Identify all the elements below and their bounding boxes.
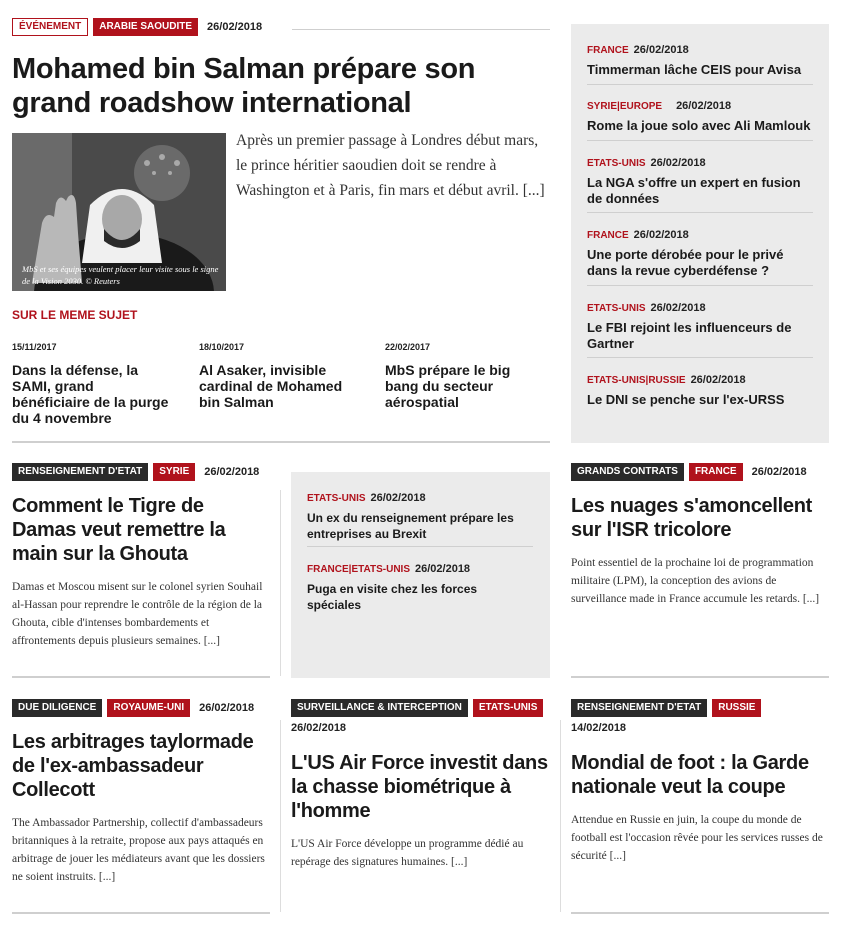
- sidebar-category[interactable]: ETATS-UNIS: [307, 493, 366, 504]
- article-excerpt: The Ambassador Partnership, collectif d'ambassadeurs britanniques à la retraite, propose aux pays attaqués en arbitrage de jouer les médiateurs avant que les dossiers ne soient instruits. [...]: [12, 817, 265, 883]
- country-tag[interactable]: ETATS-UNIS: [473, 699, 544, 717]
- sidebar-category[interactable]: ETATS-UNIS: [587, 375, 646, 386]
- sidebar-date: 26/02/2018: [650, 302, 706, 314]
- article-tags: [571, 699, 766, 717]
- article-headline[interactable]: Les nuages s'amoncellent sur l'ISR tricolore: [571, 495, 812, 541]
- related-item[interactable]: [12, 342, 172, 426]
- sidebar-category[interactable]: SYRIE: [587, 101, 618, 112]
- article-headline[interactable]: L'US Air Force investit dans la chasse biométrique à l'homme: [291, 752, 548, 822]
- sidebar-date: 26/02/2018: [650, 157, 706, 169]
- sidebar-date: 26/02/2018: [633, 229, 689, 241]
- related-item[interactable]: [385, 342, 545, 410]
- related-heading: SUR LE MEME SUJET: [12, 308, 138, 322]
- divider: [307, 546, 533, 547]
- category-tag[interactable]: SURVEILLANCE & INTERCEPTION: [291, 699, 468, 717]
- article-tags: [12, 699, 254, 717]
- column-divider: [280, 720, 281, 912]
- article-headline[interactable]: Mondial de foot : la Garde nationale veut la coupe: [571, 752, 809, 798]
- sidebar-date: 26/02/2018: [415, 563, 471, 575]
- category-tag[interactable]: ÉVÉNEMENT: [12, 18, 88, 36]
- country-tag[interactable]: ROYAUME-UNI: [107, 699, 190, 717]
- divider: [292, 29, 550, 30]
- column-divider: [280, 490, 281, 676]
- article-card: [291, 751, 553, 871]
- article-headline[interactable]: Comment le Tigre de Damas veut remettre la main sur la Ghouta: [12, 495, 226, 565]
- article-card: [12, 494, 270, 650]
- separator: |: [617, 101, 620, 112]
- article-date: 14/02/2018: [571, 722, 627, 734]
- article-card: [12, 730, 274, 886]
- sidebar-date: 26/02/2018: [633, 44, 689, 56]
- sidebar-item[interactable]: [587, 298, 813, 352]
- sidebar-item[interactable]: [587, 153, 813, 207]
- country-tag[interactable]: ARABIE SAOUDITE: [93, 18, 198, 36]
- sidebar-category[interactable]: ETATS-UNIS: [351, 564, 410, 575]
- article-excerpt: L'US Air Force développe un programme dédié au repérage des signatures humaines. [...]: [291, 838, 524, 868]
- photo-caption: MbS et ses équipes veulent placer leur visite sous le signe de la Vision 2030. © Reuters: [22, 264, 219, 286]
- article-excerpt: Damas et Moscou misent sur le colonel syrien Souhail al-Hassan pour reprendre le contrôle de la région de la Ghouta, cible d'intenses bombardements et affrontements depuis plusieurs semaines. [...]: [12, 581, 263, 647]
- sidebar-item[interactable]: [587, 370, 813, 408]
- lead-headline[interactable]: Mohamed bin Salman prépare son grand roadshow international: [12, 53, 476, 119]
- article-excerpt: Point essentiel de la prochaine loi de programmation militaire (LPM), la conception des avions de surveillance made in France accumule les retards. [...]: [571, 557, 820, 605]
- article-date: 26/02/2018: [751, 466, 807, 478]
- related-title[interactable]: MbS prépare le big bang du secteur aérospatial: [385, 362, 511, 410]
- sidebar-category[interactable]: ETATS-UNIS: [587, 158, 646, 169]
- related-title[interactable]: Dans la défense, la SAMI, grand bénéficiaire de la purge du 4 novembre: [12, 362, 169, 426]
- sidebar-category[interactable]: FRANCE: [307, 564, 349, 575]
- sidebar-category[interactable]: ETATS-UNIS: [587, 303, 646, 314]
- mid-news-sidebar: [291, 472, 550, 678]
- sidebar-title[interactable]: Un ex du renseignement prépare les entreprises au Brexit: [307, 511, 514, 541]
- divider: [587, 212, 813, 213]
- sidebar-date: 26/02/2018: [370, 492, 426, 504]
- article-tags: [291, 699, 548, 717]
- article-date: 26/02/2018: [291, 722, 347, 734]
- related-title[interactable]: Al Asaker, invisible cardinal de Mohamed bin Salman: [199, 362, 343, 410]
- article-tags: [571, 463, 807, 481]
- news-sidebar: [571, 24, 829, 443]
- section-divider: [12, 912, 270, 914]
- category-tag[interactable]: GRANDS CONTRATS: [571, 463, 684, 481]
- divider: [587, 84, 813, 85]
- separator: |: [348, 564, 352, 575]
- country-tag[interactable]: FRANCE: [689, 463, 743, 481]
- section-divider: [571, 676, 829, 678]
- country-tag[interactable]: RUSSIE: [712, 699, 761, 717]
- category-tag[interactable]: DUE DILIGENCE: [12, 699, 102, 717]
- related-date: 22/02/2017: [385, 342, 431, 352]
- sidebar-title[interactable]: La NGA s'offre un expert en fusion de données: [587, 175, 801, 206]
- section-divider: [12, 676, 270, 678]
- article-date: 26/02/2018: [204, 466, 260, 478]
- sidebar-date: 26/02/2018: [690, 374, 746, 386]
- article-excerpt: Attendue en Russie en juin, la coupe du monde de football est l'occasion rêvée pour les services russes de sécurité [...]: [571, 814, 823, 862]
- column-divider: [560, 720, 561, 912]
- divider: [587, 357, 813, 358]
- sidebar-category[interactable]: FRANCE: [587, 45, 629, 56]
- divider: [587, 285, 813, 286]
- related-date: 15/11/2017: [12, 342, 57, 352]
- sidebar-item[interactable]: [587, 96, 813, 134]
- sidebar-category[interactable]: RUSSIE: [648, 375, 686, 386]
- sidebar-title[interactable]: Puga en visite chez les forces spéciales: [307, 582, 478, 612]
- sidebar-title[interactable]: Le DNI se penche sur l'ex-URSS: [587, 392, 785, 407]
- lead-excerpt: Après un premier passage à Londres début mars, le prince héritier saoudien doit se rendre à Washington et à Paris, fin mars et début avril. [...]: [236, 132, 545, 199]
- sidebar-item[interactable]: [307, 488, 533, 542]
- article-date: 26/02/2018: [199, 702, 255, 714]
- related-date: 18/10/2017: [199, 342, 245, 352]
- lead-tags: [12, 18, 262, 36]
- sidebar-title[interactable]: Le FBI rejoint les influenceurs de Gartner: [587, 320, 792, 351]
- category-tag[interactable]: RENSEIGNEMENT D'ETAT: [571, 699, 707, 717]
- category-tag[interactable]: RENSEIGNEMENT D'ETAT: [12, 463, 148, 481]
- separator: |: [645, 375, 649, 386]
- article-card: [571, 751, 833, 865]
- sidebar-title[interactable]: Une porte dérobée pour le privé dans la revue cyberdéfense ?: [587, 247, 784, 278]
- section-divider: [12, 441, 550, 443]
- sidebar-item[interactable]: [587, 40, 813, 78]
- sidebar-title[interactable]: Rome la joue solo avec Ali Mamlouk: [587, 118, 811, 133]
- article-date: 26/02/2018: [207, 21, 263, 33]
- country-tag[interactable]: SYRIE: [153, 463, 195, 481]
- sidebar-date: 26/02/2018: [676, 100, 732, 112]
- sidebar-category[interactable]: FRANCE: [587, 230, 629, 241]
- divider: [587, 140, 813, 141]
- lead-photo[interactable]: [12, 133, 226, 291]
- sidebar-item[interactable]: [307, 559, 533, 613]
- article-headline[interactable]: Les arbitrages taylormade de l'ex-ambassadeur Collecott: [12, 731, 254, 801]
- related-item[interactable]: [199, 342, 359, 410]
- sidebar-item[interactable]: [587, 225, 813, 279]
- article-tags: [12, 463, 259, 481]
- sidebar-category[interactable]: EUROPE: [619, 101, 663, 112]
- section-divider: [571, 912, 829, 914]
- article-card: [571, 494, 829, 608]
- sidebar-title[interactable]: Timmerman lâche CEIS pour Avisa: [587, 62, 802, 77]
